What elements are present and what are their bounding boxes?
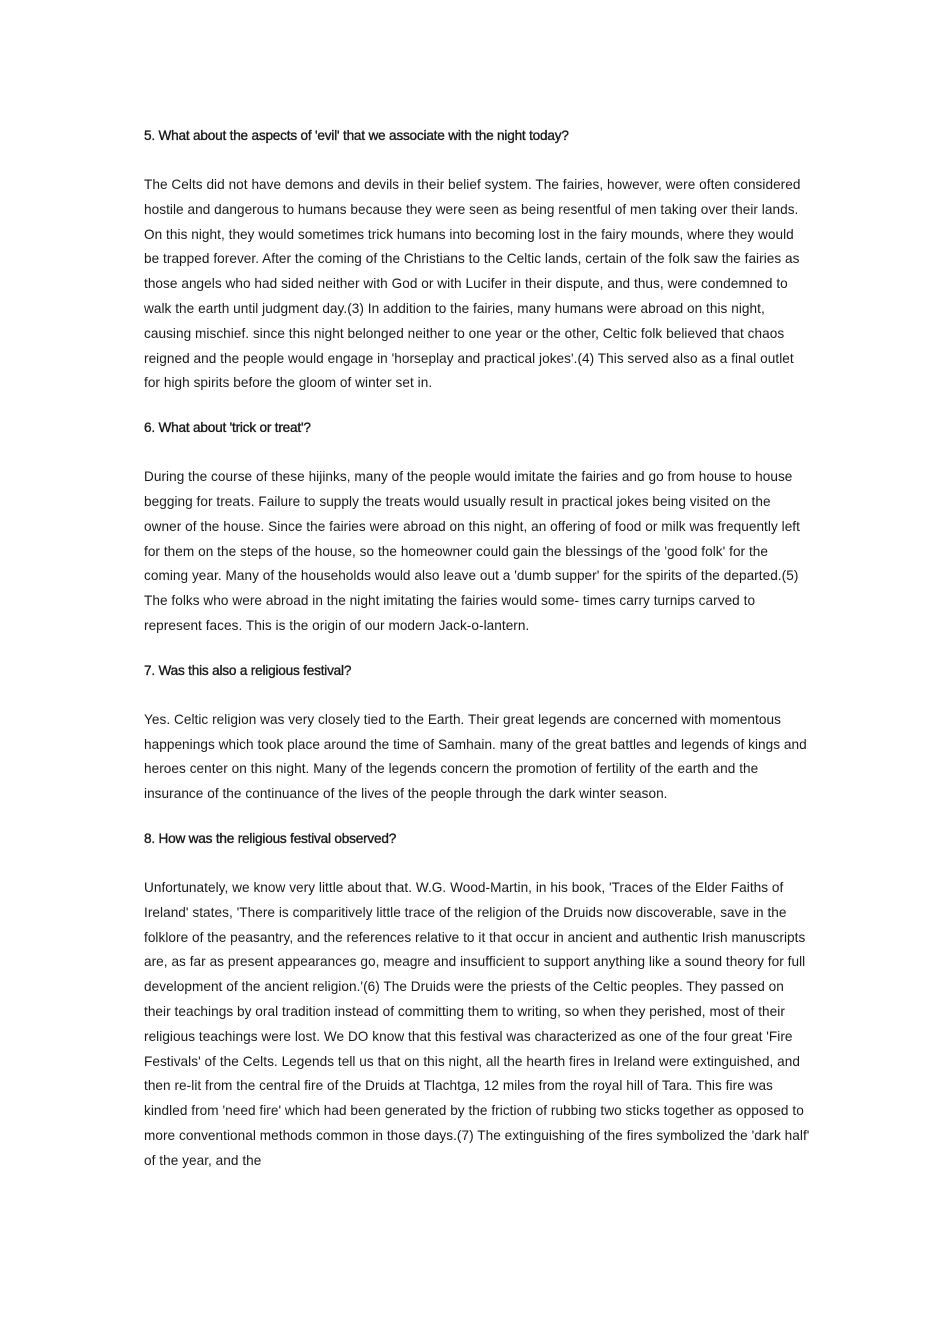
section-heading: 8. How was the religious festival observed? [144, 830, 397, 846]
section-5 [144, 126, 810, 396]
section-8 [144, 829, 810, 1174]
section-paragraph: Yes. Celtic religion was very closely tied to the Earth. Their great legends are concerned with momentous happenings which took place around the time of Samhain. many of the great battles and legends of kings and heroes center on this night. Many of the legends concern the promotion of fertility of the earth and the insurance of the continuance of the lives of the people through the dark winter season. [144, 711, 807, 802]
section-6 [144, 418, 810, 639]
document-page [144, 126, 810, 1196]
section-heading: 5. What about the aspects of 'evil' that we associate with the night today? [144, 128, 569, 143]
section-heading: 6. What about 'trick or treat'? [144, 420, 311, 436]
section-paragraph: The Celts did not have demons and devils in their belief system. The fairies, however, were often considered hostile and dangerous to humans because they were seen as being resentful of men taking over their lands. On this night, they would sometimes trick humans into becoming lost in the fairy mounds, where they would be trapped forever. After the coming of the Christians to the Celtic lands, certain of the folk saw the fairies as those angels who had sided neither with God or with Lucifer in their dispute, and thus, were condemned to walk the earth until judgment day.(3) In addition to the fairies, many humans were abroad on this night, causing mischief. since this night belonged neither to one year or the other, Celtic folk believed that chaos reigned and the people would engage in 'horseplay and practical jokes'.(4) This served also as a final outlet for high spirits before the gloom of winter set in. [144, 177, 801, 391]
section-paragraph: Unfortunately, we know very little about that. W.G. Wood-Martin, in his book, 'Traces of the Elder Faiths of Ireland' states, 'There is comparitively little trace of the religion of the Druids now discoverable, save in the folklore of the peasantry, and the references relative to it that occur in ancient and authentic Irish manuscripts are, as far as present appearances go, meagre and insufficient to support anything like a sound theory for full development of the ancient religion.'(6) The Druids were the priests of the Celtic peoples. They passed on their teachings by oral tradition instead of committing them to writing, so when they perished, most of their religious teachings were lost. We DO know that this festival was characterized as one of the four great 'Fire Festivals' of the Celts. Legends tell us that on this night, all the hearth fires in Ireland were extinguished, and then re-lit from the central fire of the Druids at Tlachtga, 12 miles from the royal hill of Tara. This fire was kindled from 'need fire' which had been generated by the friction of rubbing two sticks together as opposed to more conventional methods common in those days.(7) The extinguishing of the fires symbolized the 'dark half' of the year, and the [144, 879, 810, 1168]
section-heading: 7. Was this also a religious festival? [144, 662, 352, 678]
section-paragraph: During the course of these hijinks, many of the people would imitate the fairies and go from house to house begging for treats. Failure to supply the treats would usually result in practical jokes being visited on the owner of the house. Since the fairies were abroad on this night, an offering of food or milk was frequently left for them on the steps of the house, so the homeowner could gain the blessings of the 'good folk' for the coming year. Many of the households would also leave out a 'dumb supper' for the spirits of the departed.(5) The folks who were abroad in the night imitating the fairies would some- times carry turnips carved to represent faces. This is the origin of our modern Jack-o-lantern. [144, 469, 800, 633]
section-7 [144, 661, 810, 807]
